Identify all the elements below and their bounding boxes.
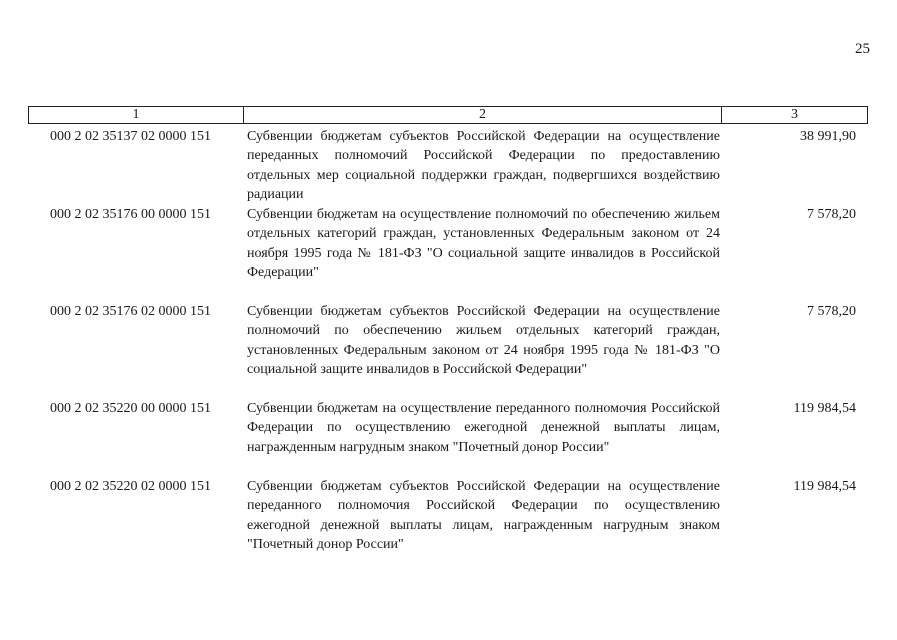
budget-code: 000 2 02 35220 00 0000 151 bbox=[50, 401, 211, 416]
row-description: Субвенции бюджетам на осуществление полномочий по обеспечению жильем отдельных категорий граждан, установленных Федеральным законом от 24 ноября 1995 года № 181-ФЗ "О социальной защите инвалидов в Российской Федерации" bbox=[247, 207, 720, 280]
row-description: Субвенции бюджетам субъектов Российской Федерации на осуществление переданных полномочий Российской Федерации по предоставлению отдельных мер социальной поддержки граждан, подвергшихся воздействию радиации bbox=[247, 129, 720, 202]
budget-code: 000 2 02 35137 02 0000 151 bbox=[50, 129, 211, 144]
row-description: Субвенции бюджетам субъектов Российской Федерации на осуществление переданного полномочия Российской Федерации по осуществлению ежегодной денежной выплаты лицам, награжденным нагрудным знаком "Почетный донор России" bbox=[247, 479, 720, 552]
budget-code: 000 2 02 35176 02 0000 151 bbox=[50, 304, 211, 319]
row-amount: 38 991,90 bbox=[800, 129, 856, 144]
row-amount: 7 578,20 bbox=[807, 207, 856, 222]
budget-code: 000 2 02 35220 02 0000 151 bbox=[50, 479, 211, 494]
row-amount: 119 984,54 bbox=[793, 479, 856, 494]
row-amount: 7 578,20 bbox=[807, 304, 856, 319]
column-header-2: 2 bbox=[244, 107, 722, 123]
row-description: Субвенции бюджетам субъектов Российской Федерации на осуществление полномочий по обеспечению жильем отдельных категорий граждан, установленных Федеральным законом от 24 ноября 1995 года № 181-ФЗ "О социальной защите инвалидов в Российской Федерации" bbox=[247, 304, 720, 377]
page-number: 25 bbox=[855, 41, 870, 57]
budget-code: 000 2 02 35176 00 0000 151 bbox=[50, 207, 211, 222]
table-header bbox=[28, 106, 868, 124]
column-header-3: 3 bbox=[791, 107, 798, 122]
row-description: Субвенции бюджетам на осуществление переданного полномочия Российской Федерации по осуществлению ежегодной денежной выплаты лицам, награжденным нагрудным знаком "Почетный донор России" bbox=[247, 401, 720, 455]
column-header-1: 1 bbox=[29, 107, 244, 123]
row-amount: 119 984,54 bbox=[793, 401, 856, 416]
